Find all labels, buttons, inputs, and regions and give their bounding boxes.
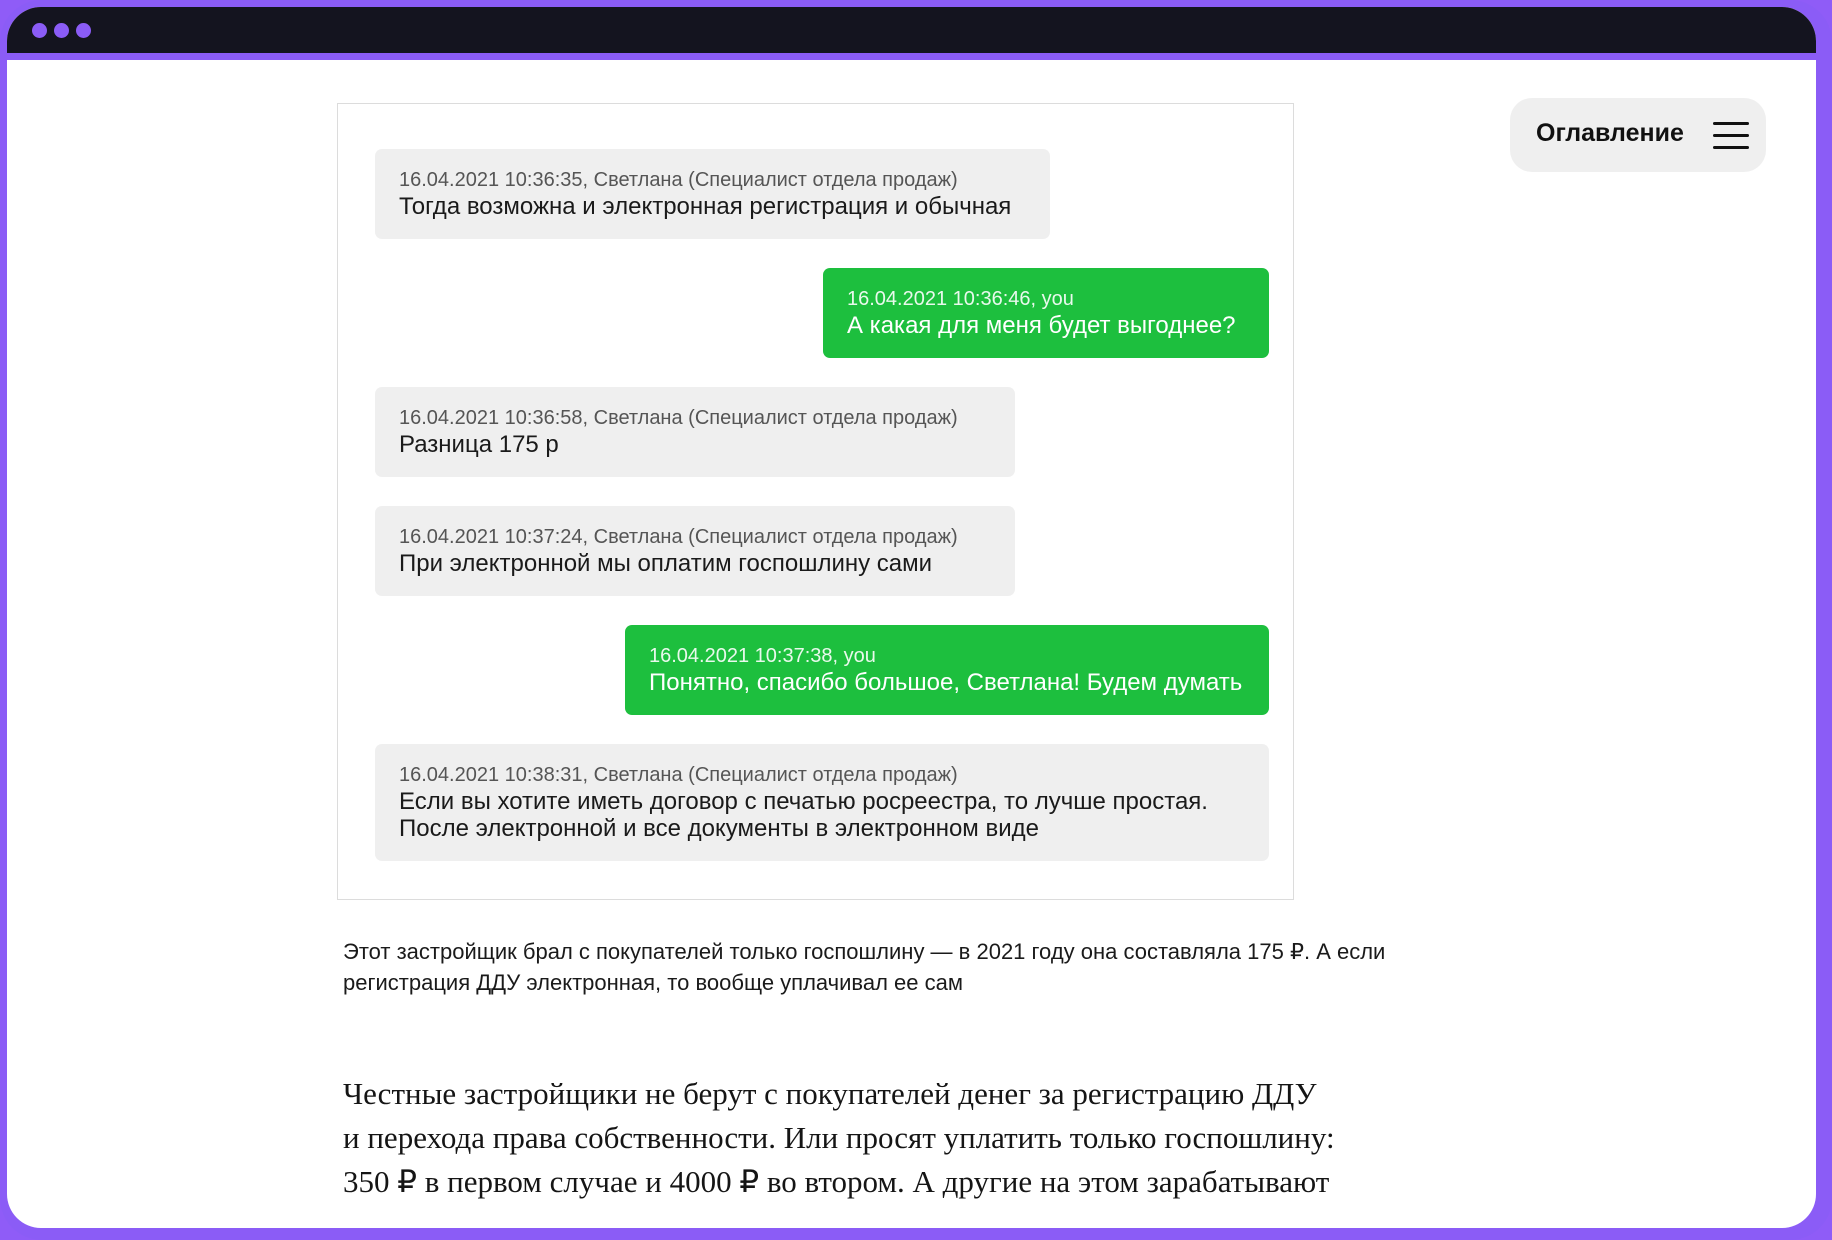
message-meta: 16.04.2021 10:37:24, Светлана (Специалист отдела продаж)	[399, 526, 958, 548]
message-meta: 16.04.2021 10:37:38, you	[649, 645, 876, 667]
toc-button[interactable]	[1510, 98, 1766, 172]
chat-screenshot	[337, 103, 1294, 900]
article-line: и перехода права собственности. Или просят уплатить только госпошлину:	[343, 1120, 1335, 1155]
article-line: 350 ₽ в первом случае и 4000 ₽ во втором. А другие на этом зарабатывают	[343, 1164, 1330, 1199]
menu-icon	[1713, 122, 1749, 150]
message-meta: 16.04.2021 10:36:58, Светлана (Специалист отдела продаж)	[399, 407, 958, 429]
chat-message	[375, 506, 1015, 596]
window-dot-icon	[32, 23, 47, 38]
window-dot-icon	[54, 23, 69, 38]
message-text: А какая для меня будет выгоднее?	[847, 312, 1236, 339]
message-text: Если вы хотите иметь договор с печатью росреестра, то лучше простая. После электронной и все документы в электронном виде	[399, 788, 1208, 842]
message-meta: 16.04.2021 10:36:46, you	[847, 288, 1074, 310]
chat-message	[375, 744, 1269, 861]
message-meta: 16.04.2021 10:36:35, Светлана (Специалист отдела продаж)	[399, 169, 958, 191]
toc-label: Оглавление	[1536, 119, 1684, 147]
window-titlebar	[7, 7, 1816, 53]
article-paragraph	[343, 1072, 1453, 1204]
titlebar-divider	[7, 53, 1816, 60]
chat-message	[375, 149, 1050, 239]
message-text: Тогда возможна и электронная регистрация и обычная	[399, 193, 1012, 220]
message-text: При электронной мы оплатим госпошлину сами	[399, 550, 933, 577]
message-text: Разница 175 р	[399, 431, 559, 458]
chat-message	[823, 268, 1269, 358]
chat-message	[625, 625, 1269, 715]
figure-caption: Этот застройщик брал с покупателей только госпошлину — в 2021 году она составляла 175 ₽. А если регистрация ДДУ электронная, то вообще уплачивал ее сам	[343, 939, 1386, 995]
article-line: Честные застройщики не берут с покупателей денег за регистрацию ДДУ	[343, 1076, 1317, 1111]
message-text: Понятно, спасибо большое, Светлана! Будем думать	[649, 669, 1243, 696]
message-meta: 16.04.2021 10:38:31, Светлана (Специалист отдела продаж)	[399, 764, 958, 786]
chat-message	[375, 387, 1015, 477]
window-dot-icon	[76, 23, 91, 38]
